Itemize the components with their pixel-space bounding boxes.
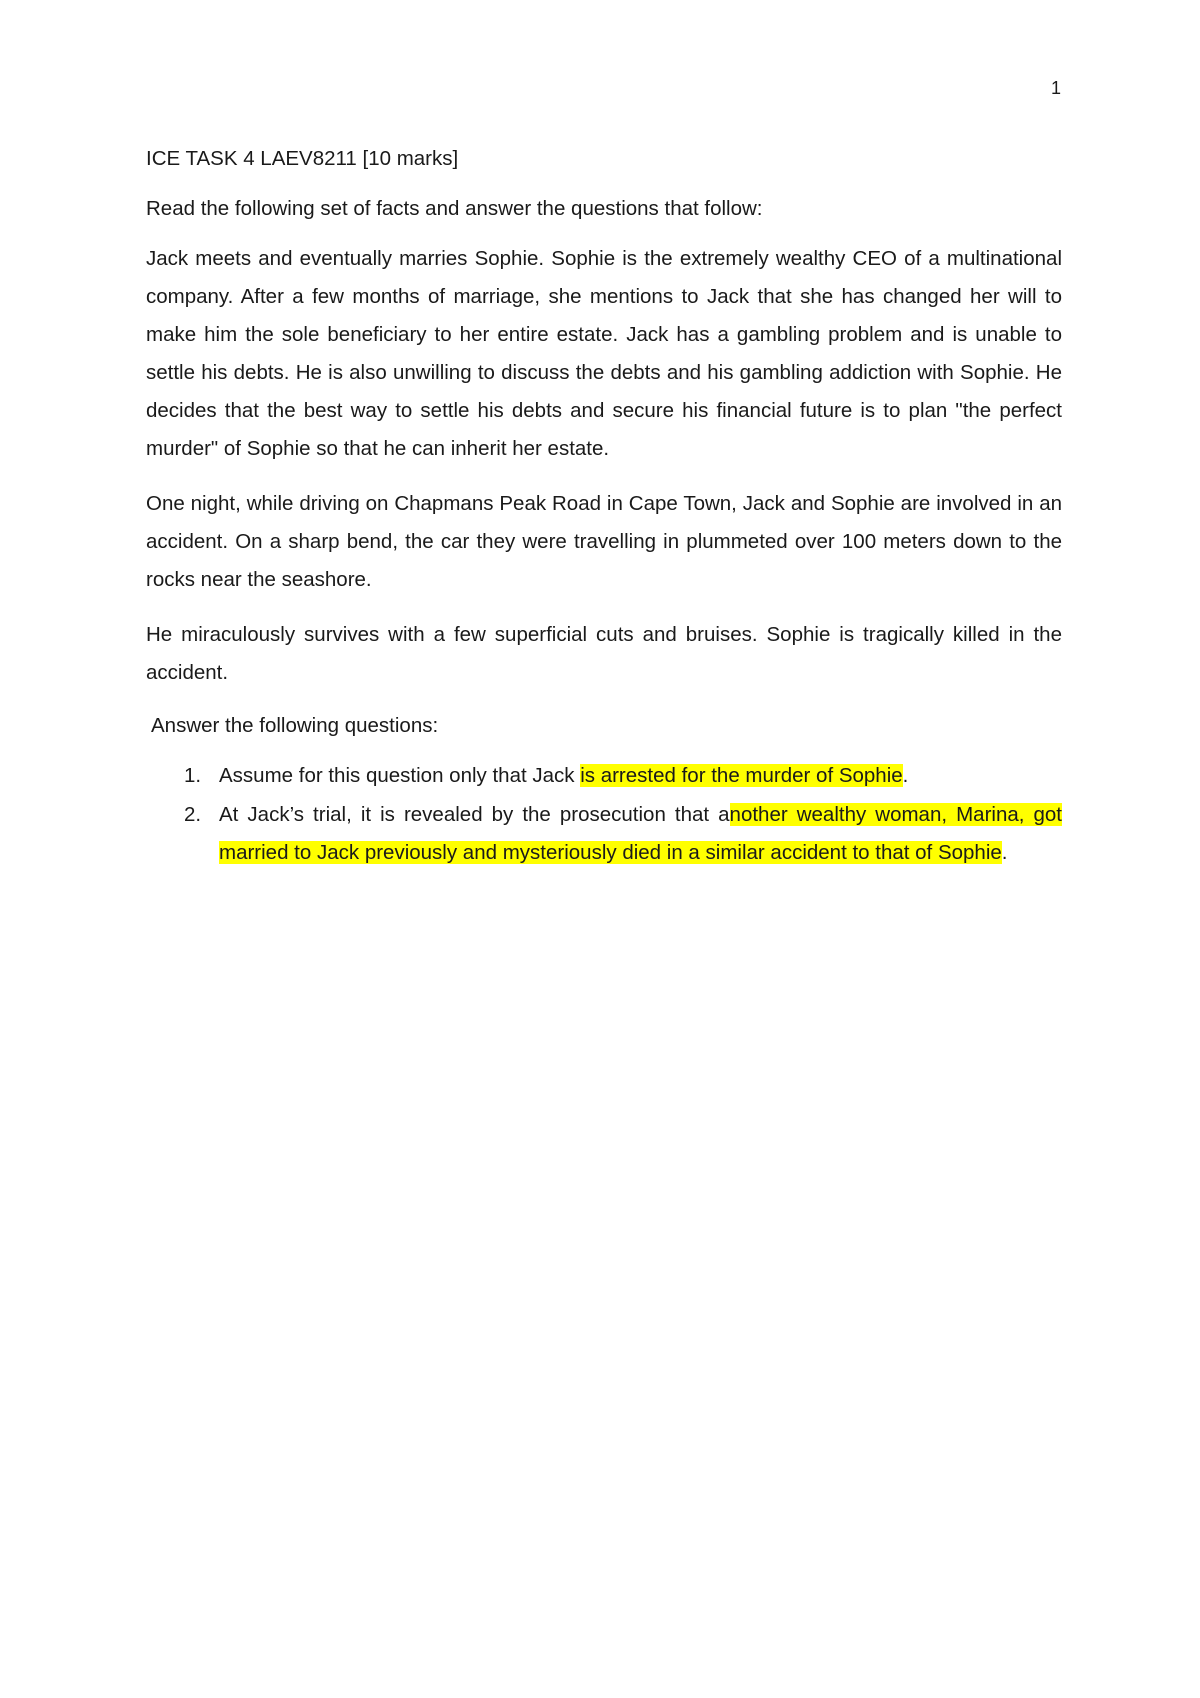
- page-number: 1: [1050, 78, 1061, 98]
- document-title: ICE TASK 4 LAEV8211 [10 marks]: [146, 147, 459, 170]
- question-text-end: .: [1001, 841, 1008, 864]
- facts-paragraph-3: He miraculously survives with a few superficial cuts and bruises. Sophie is tragically killed in the accident.: [146, 623, 1062, 684]
- question-text: Assume for this question only that Jack: [219, 764, 581, 787]
- question-item: [146, 757, 1062, 796]
- highlighted-text: is arrested for the murder of Sophie: [580, 764, 903, 787]
- question-text-end: .: [902, 764, 909, 787]
- question-number: 2.: [184, 802, 202, 826]
- facts-paragraph-1: Jack meets and eventually marries Sophie. Sophie is the extremely wealthy CEO of a multinational company. After a few months of marriage, she mentions to Jack that she has changed her will to make him the sole beneficiary to her entire estate. Jack has a gambling problem and is unable to settle his debts. He is also unwilling to discuss the debts and his gambling addiction with Sophie. He decides that the best way to settle his debts and secure his financial future is to plan "the perfect murder" of Sophie so that he can inherit her estate.: [146, 247, 1062, 460]
- question-text: At Jack’s trial, it is revealed by the prosecution that a: [219, 802, 730, 826]
- facts-paragraph-2: One night, while driving on Chapmans Peak Road in Cape Town, Jack and Sophie are involved in an accident. On a sharp bend, the car they were travelling in plummeted over 100 meters down to the rocks near the seashore.: [146, 492, 1062, 591]
- questions-heading: Answer the following questions:: [151, 714, 439, 737]
- highlighted-text: nother wealthy woman, Marina, got married to Jack previously and mysteriously died in a similar accident to that of Sophie: [219, 802, 1062, 864]
- instructions-text: Read the following set of facts and answer the questions that follow:: [146, 197, 763, 220]
- document-body: [146, 142, 1062, 873]
- question-number: 1.: [184, 764, 202, 787]
- question-item: [146, 796, 1062, 873]
- questions-list: [146, 757, 1062, 873]
